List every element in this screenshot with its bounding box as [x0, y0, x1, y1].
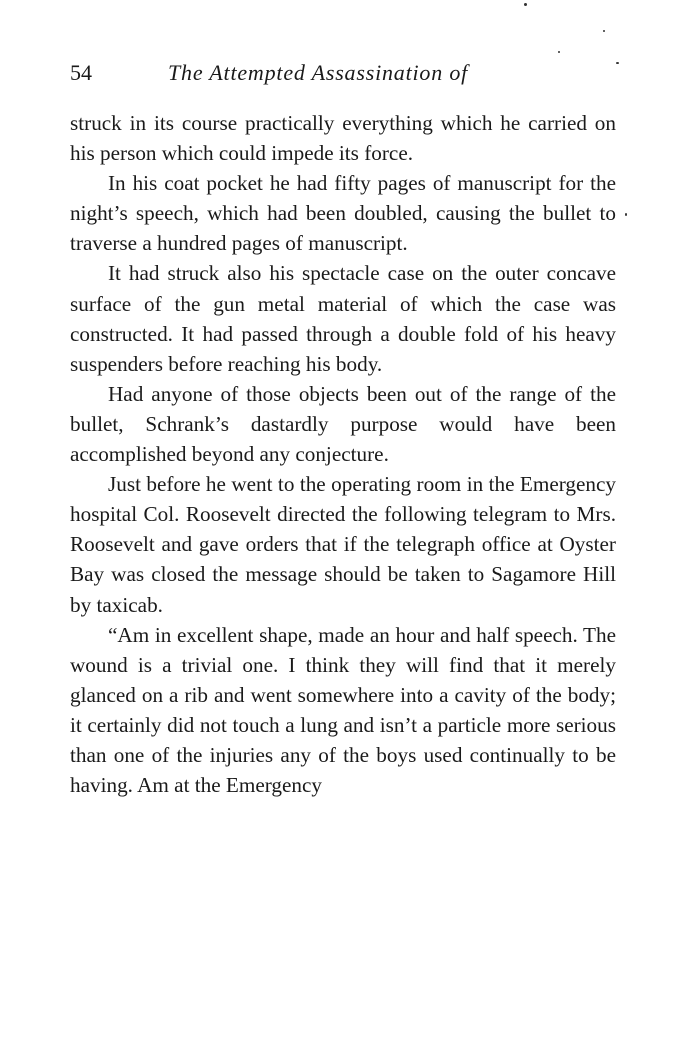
print-speck	[603, 30, 605, 32]
print-speck	[625, 213, 627, 216]
print-speck	[558, 51, 560, 53]
page-number: 54	[70, 60, 92, 85]
page-header	[70, 60, 616, 92]
paragraph: Just before he went to the operating room in the Emergency hospital Col. Roosevelt directed the following telegram to Mrs. Roosevelt and gave orders that if the telegraph office at Oyster Bay was closed the message should be taken to Sagamore Hill by taxicab.	[70, 472, 616, 617]
print-speck	[616, 62, 619, 64]
paragraph: Had anyone of those objects been out of the range of the bullet, Schrank’s dastardly purpose would have been accomplished beyond any conjecture.	[70, 381, 616, 467]
paragraph: struck in its course practically everything which he carried on his person which could impede its force.	[70, 111, 616, 166]
running-title: The Attempted Assassination of	[168, 60, 469, 85]
body-text	[70, 108, 616, 800]
paragraph: “Am in excellent shape, made an hour and half speech. The wound is a trivial one. I think they will find that it merely glanced on a rib and went somewhere into a cavity of the body; it certainly did not touch a lung and isn’t a particle more serious than one of the injuries any of the boys used continually to be having. Am at the Emergency	[70, 622, 616, 798]
print-speck	[524, 3, 527, 6]
paragraph: It had struck also his spectacle case on the outer concave surface of the gun metal material of which the case was constructed. It had passed through a double fold of his heavy suspenders before reaching his body.	[70, 261, 616, 376]
paragraph: In his coat pocket he had fifty pages of manuscript for the night’s speech, which had been doubled, causing the bullet to traverse a hundred pages of manuscript.	[70, 171, 616, 256]
